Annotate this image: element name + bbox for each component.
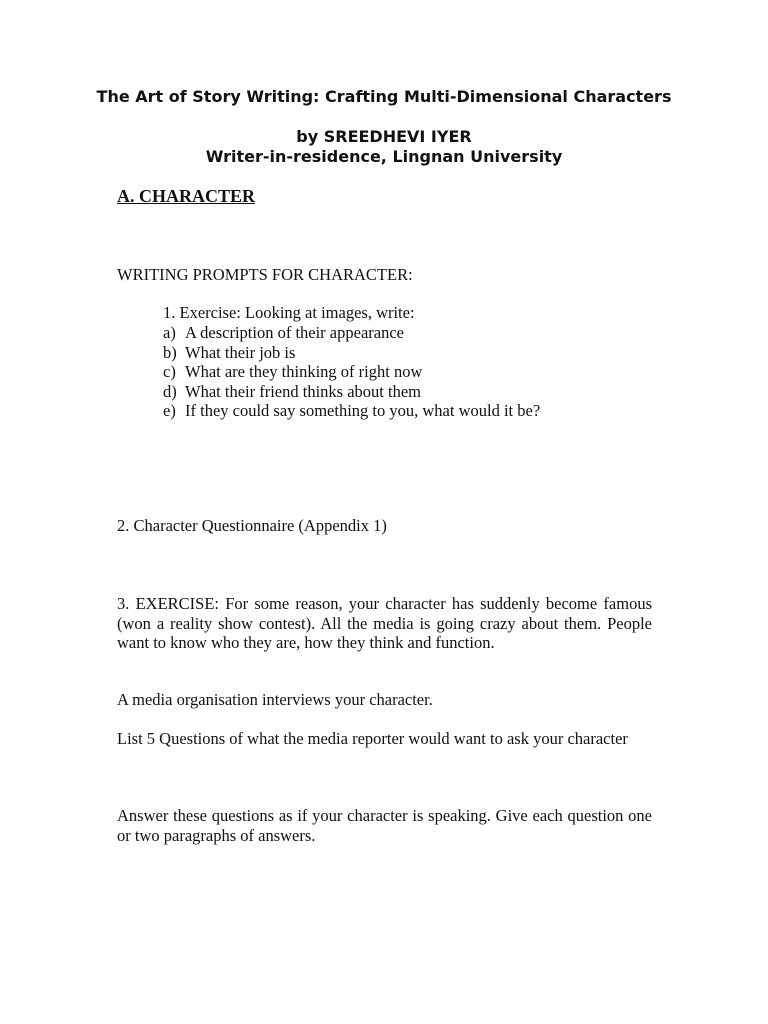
questionnaire-item: 2. Character Questionnaire (Appendix 1): [117, 516, 387, 535]
author-line: by SREEDHEVI IYER: [296, 127, 472, 146]
exercise3-paragraph: 3. EXERCISE: For some reason, your character has suddenly become famous (won a reality show contest). All the media is going crazy about them. People want to know who they are, how they think and function.: [117, 594, 652, 652]
list-item-text: If they could say something to you, what would it be?: [185, 401, 541, 420]
list-item: [163, 362, 540, 382]
exercise1-intro: 1. Exercise: Looking at images, write:: [163, 303, 415, 322]
section-heading: A. CHARACTER: [117, 186, 256, 206]
exercise1-list: [163, 323, 540, 421]
answer-paragraph: Answer these questions as if your character is speaking. Give each question one or two paragraphs of answers.: [117, 806, 652, 845]
list-marker: c): [163, 362, 176, 381]
list-item: [163, 343, 540, 363]
list-marker: e): [163, 401, 176, 420]
list-item-text: What their friend thinks about them: [185, 381, 421, 401]
list-marker: b): [163, 342, 177, 362]
list-item-text: What are they thinking of right now: [185, 362, 423, 381]
affiliation-line: Writer-in-residence, Lingnan University: [205, 147, 563, 166]
list-item: [163, 401, 540, 421]
prompts-heading: WRITING PROMPTS FOR CHARACTER:: [117, 265, 413, 284]
document-title: The Art of Story Writing: Crafting Multi-Dimensional Characters: [96, 87, 672, 106]
list-item-text: A description of their appearance: [185, 323, 404, 342]
list-item: [163, 382, 540, 402]
list-item-text: What their job is: [185, 342, 296, 362]
list-marker: a): [163, 323, 176, 342]
byline: [0, 127, 768, 167]
list-item: [163, 323, 540, 343]
list-marker: d): [163, 381, 177, 401]
list5-paragraph: List 5 Questions of what the media reporter would want to ask your character: [117, 729, 628, 748]
media-paragraph: A media organisation interviews your character.: [117, 690, 433, 709]
